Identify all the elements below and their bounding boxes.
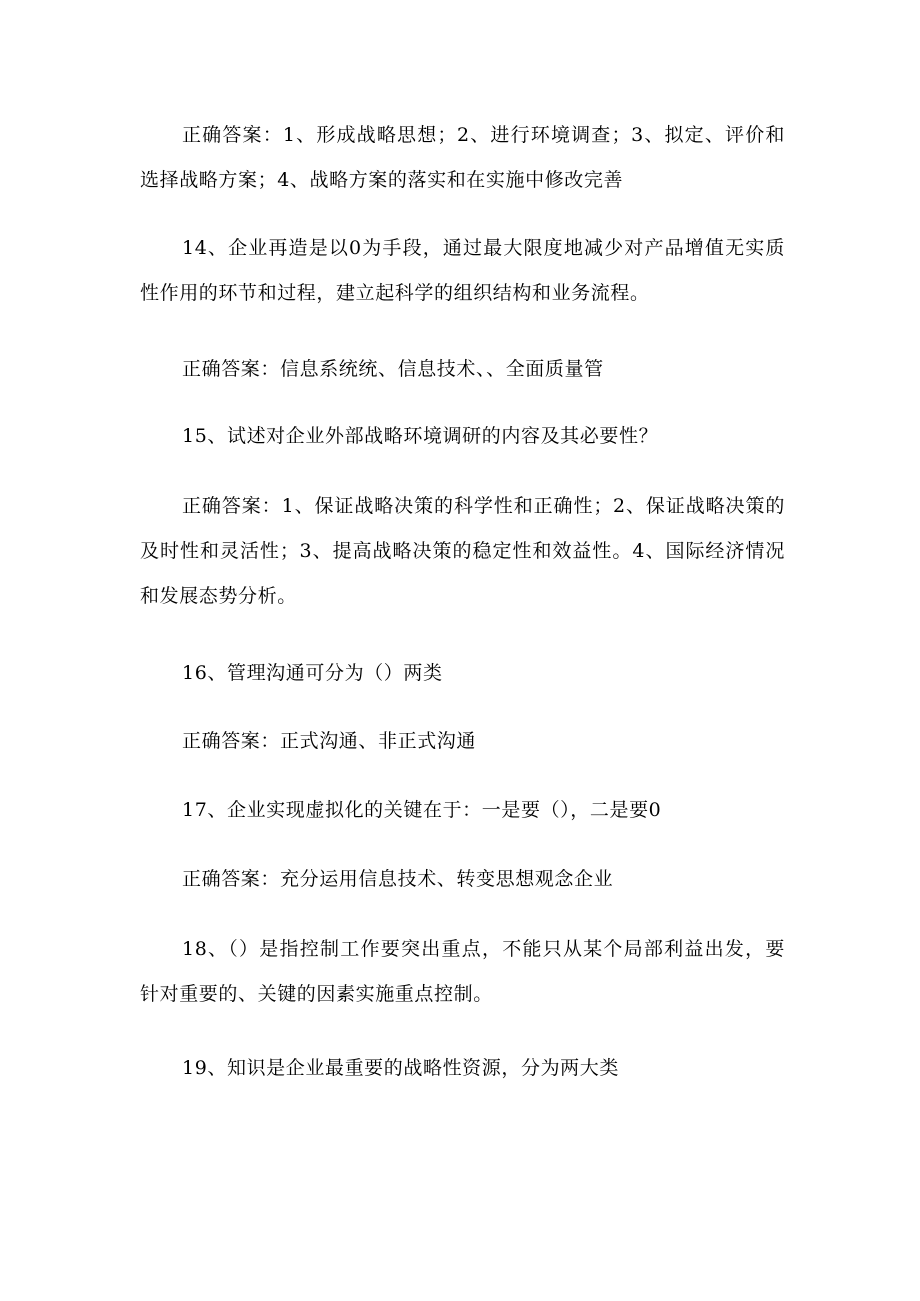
answer-paragraph-17: 正确答案：充分运用信息技术、转变思想观念企业 xyxy=(182,868,614,890)
question-paragraph-15: 15、试述对企业外部战略环境调研的内容及其必要性？ xyxy=(182,425,659,447)
question-paragraph-19: 19、知识是企业最重要的战略性资源，分为两大类 xyxy=(182,1057,619,1079)
question-paragraph-14: 14、企业再造是以0为手段，通过最大限度地减少对产品增值无实质性作用的环节和过程，建立起科学的组织结构和业务流程。 xyxy=(140,237,785,304)
question-paragraph-17: 17、企业实现虚拟化的关键在于：一是要（），二是要0 xyxy=(182,799,662,821)
question-paragraph-18: 18、（）是指控制工作要突出重点，不能只从某个局部利益出发，要针对重要的、关键的因素实施重点控制。 xyxy=(140,938,785,1005)
answer-paragraph-14: 正确答案：信息系统统、信息技术、、全面质量管 xyxy=(182,358,604,380)
question-paragraph-16: 16、管理沟通可分为（）两类 xyxy=(182,662,443,684)
answer-paragraph-13: 正确答案：1、形成战略思想；2、进行环境调查；3、拟定、评价和选择战略方案；4、战略方案的落实和在实施中修改完善 xyxy=(140,124,785,191)
answer-paragraph-15: 正确答案：1、保证战略决策的科学性和正确性；2、保证战略决策的及时性和灵活性；3、提高战略决策的稳定性和效益性。4、国际经济情况和发展态势分析。 xyxy=(140,495,785,607)
answer-paragraph-16: 正确答案：正式沟通、非正式沟通 xyxy=(182,730,477,752)
